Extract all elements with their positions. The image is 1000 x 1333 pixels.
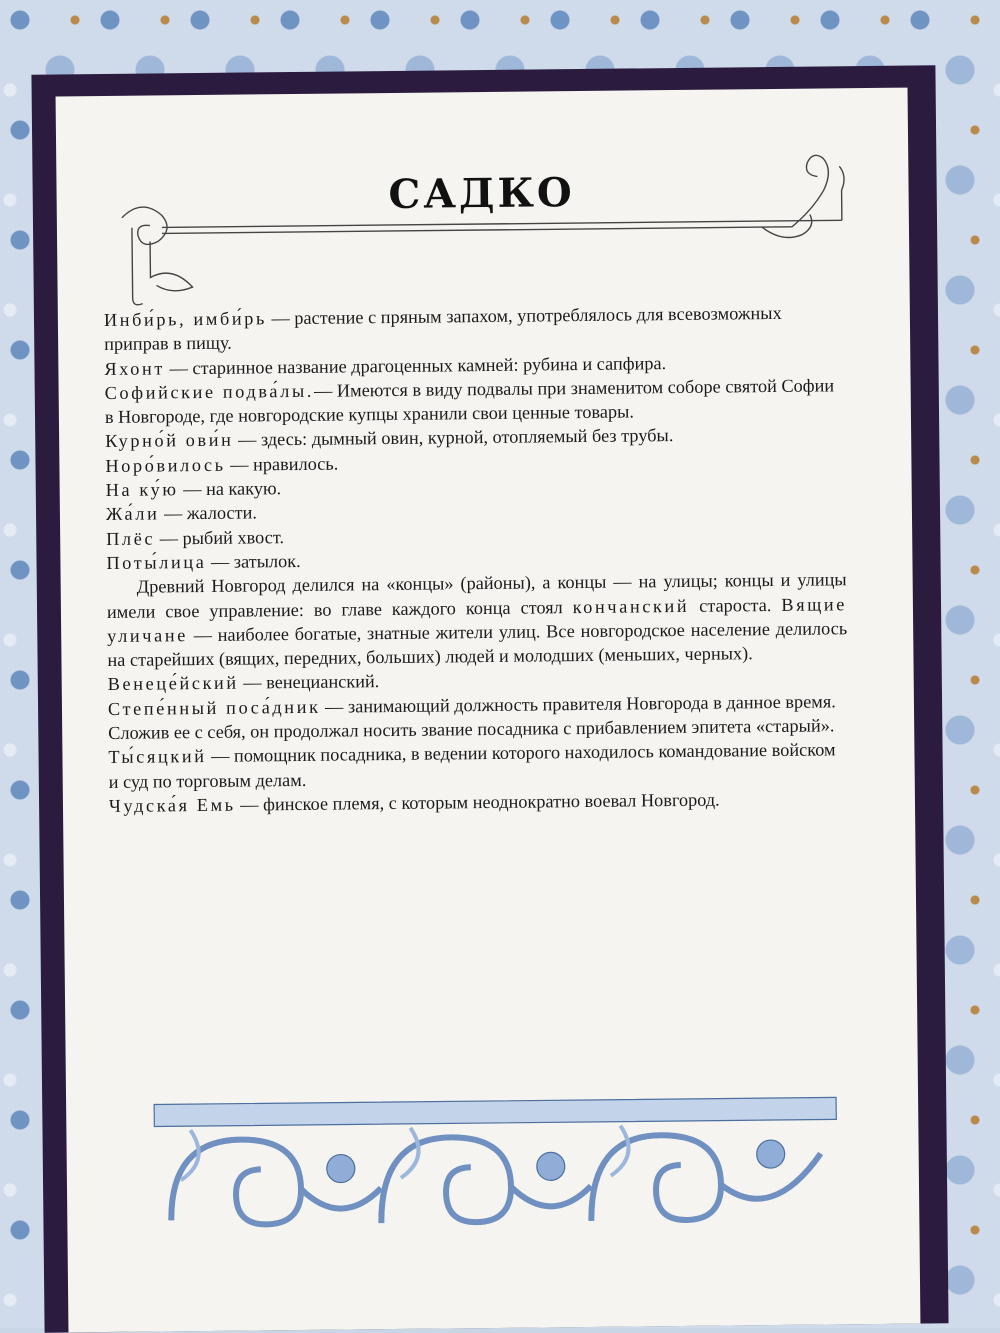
glossary-term: Яхонт: [104, 357, 166, 379]
glossary-definition: — Имеются в виду подвалы при знаменитом соборе святой Софии в Новгороде, где новгородские купцы хранили свои ценные товары.: [104, 375, 835, 428]
glossary-term: Чудска́я Емь: [108, 794, 236, 816]
glossary-definition: — жалости.: [159, 502, 258, 524]
glossary-term: Курно́й ови́н: [105, 430, 234, 452]
glossary-term: Жа́ли: [105, 503, 160, 525]
glossary-definition: — растение с пряным запахом, употреблялось для всевозможных приправ в пищу.: [104, 302, 782, 355]
paragraph-text: староста.: [689, 594, 782, 616]
glossary-definition: — финское племя, с которым неоднократно воевал Новгород.: [235, 789, 720, 815]
paragraph-text: Древний Новгород делился на «концы» (районы), а концы — на улицы; концы и улицы имели свое управление: во главе каждого конца стоял: [106, 569, 847, 622]
glossary-definition: — на какую.: [178, 478, 282, 500]
page-title: САДКО: [388, 169, 575, 219]
glossary-entry: [104, 300, 844, 356]
glossary-entry: [108, 689, 848, 745]
glossary-entry: [105, 373, 845, 429]
glossary-term: Вящие уличане: [107, 593, 848, 646]
glossary-definition: — рыбий хвост.: [155, 526, 285, 549]
paragraph-text: — наиболее богатые, знатные жители улиц. Все новгородское население делилось на старейших (вящих, передних, больших) людей и молодших (меньших, черных).: [107, 618, 848, 671]
glossary-entry: [108, 738, 848, 794]
glossary-term: Софийские подва́лы.: [104, 380, 315, 403]
glossary-definition: — венецианский.: [238, 671, 380, 694]
glossary-definition: — старинное название драгоценных камней: рубина и сапфира.: [164, 352, 667, 378]
glossary-definition: — нравилось.: [225, 453, 339, 475]
glossary-term: Венеце́йский: [107, 673, 239, 695]
glossary-definition: — здесь: дымный овин, курной, отопляемый без трубы.: [233, 425, 674, 451]
glossary-definition: — помощник посадника, в ведении которого находилось командование войском и суд по торговым делам.: [108, 739, 836, 792]
book-page: [56, 88, 921, 1333]
title-frame: [111, 150, 853, 308]
glossary-definition: — затылок.: [206, 550, 301, 572]
glossary-definition: — занимающий должность правителя Новгорода в данное время. Сложив ее с себя, он продолжал носить звание посадника с прибавлением эпитета «старый».: [108, 691, 836, 744]
glossary-term: Плёс: [106, 528, 156, 549]
bottom-ornament: [150, 1093, 841, 1240]
novgorod-paragraph: [107, 568, 848, 673]
glossary-term: Поты́лица: [106, 551, 207, 573]
interlace-border-ornament-icon: [150, 1093, 841, 1240]
glossary-term: Инби́рь, имби́рь: [103, 308, 268, 331]
glossary-term: Ты́сяцкий: [108, 746, 207, 768]
glossary-text: [104, 300, 849, 818]
glossary-term: кончанский: [572, 595, 690, 617]
glossary-term: Норо́вилось: [105, 454, 226, 476]
glossary-term: Степе́нный поса́дник: [107, 696, 321, 719]
glossary-term: На ку́ю: [105, 479, 179, 501]
